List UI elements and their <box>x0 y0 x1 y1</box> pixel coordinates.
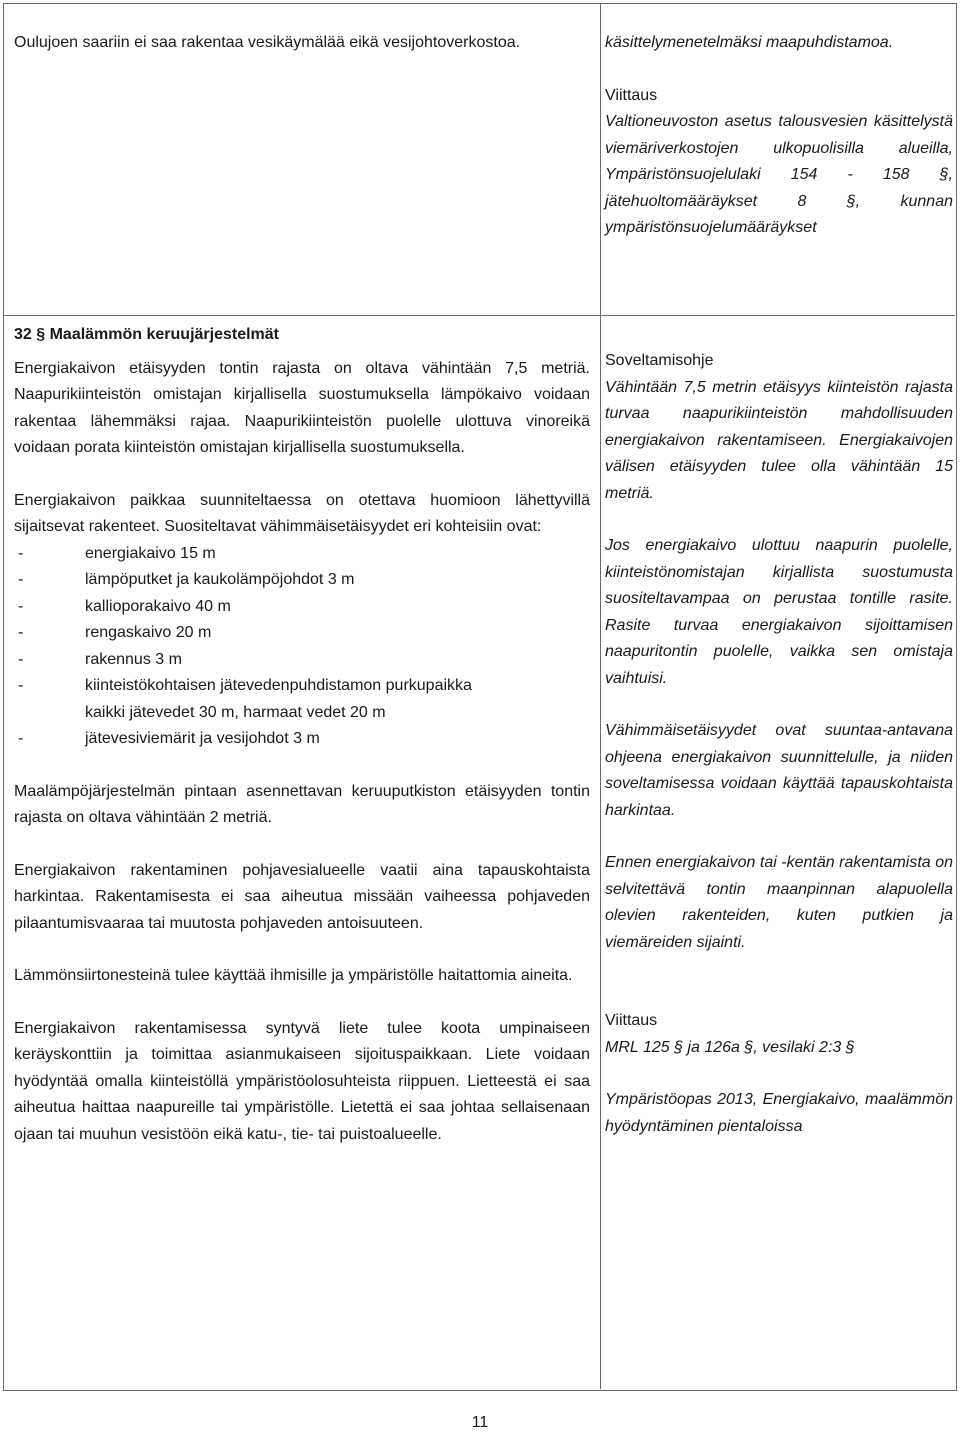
paragraph-5: Lämmönsiirtonesteinä tulee käyttää ihmisille ja ympäristölle haitattomia aineita. <box>14 967 573 984</box>
column-divider <box>600 4 601 1389</box>
section-32-guidance <box>605 348 953 1140</box>
guidance-label: Soveltamisohje <box>605 352 714 369</box>
guidance-paragraph-4: Ennen energiakaivon tai -kentän rakentamista on selvitettävä tontin maanpinnan alapuolella olevien rakenteiden, kuten putkien ja viemäreiden sijainti. <box>605 854 953 951</box>
section-32-body <box>14 322 590 1148</box>
list-item-continuation: kaikki jätevedet 30 m, harmaat vedet 20 m <box>85 703 386 721</box>
distance-list <box>14 541 590 700</box>
list-item: - kallioporakaivo 40 m <box>14 594 590 621</box>
top-right-line: käsittelymenetelmäksi maapuhdistamoa. <box>605 34 894 51</box>
reference-label: Viittaus <box>605 1012 658 1029</box>
page-number: 11 <box>471 1414 489 1431</box>
paragraph-2: Energiakaivon paikkaa suunniteltaessa on otettava huomioon lähettyvillä sijaitsevat rakenteet. Suositeltavat vähimmäisetäisyydet eri kohteisiin ovat: <box>14 491 590 535</box>
paragraph-1: Energiakaivon etäisyyden tontin rajasta on oltava vähintään 7,5 metriä. Naapurikiinteistön omistajan kirjallisella suostumuksella lämpökaivo voidaan rakentaa lähemmäksi rajaa. Naapurikiinteistön puolelle ulottuva vinoreikä voidaan porata kiinteistön omistajan kirjallisella suostumuksella. <box>14 359 590 456</box>
list-item: - rengaskaivo 20 m <box>14 620 590 647</box>
row-divider <box>4 315 955 316</box>
top-left-cell <box>14 30 590 57</box>
paragraph-3: Maalämpöjärjestelmän pintaan asennettavan keruuputkiston etäisyyden tontin rajasta on oltava vähintään 2 metriä. <box>14 782 590 826</box>
list-item: - rakennus 3 m <box>14 647 590 674</box>
guidance-paragraph-2: Jos energiakaivo ulottuu naapurin puolelle, kiinteistönomistajan kirjallista suostumusta suositeltavampaa on perustaa tontille rasite. Rasite turvaa energiakaivon sijoittamisen naapuritontin puolelle, vaikka sen omistaja vaihtuisi. <box>605 537 953 687</box>
list-item: - energiakaivo 15 m <box>14 541 590 568</box>
section-heading: 32 § Maalämmön keruujärjestelmät <box>14 326 280 343</box>
paragraph-4: Energiakaivon rakentaminen pohjavesialueelle vaatii aina tapauskohtaista harkintaa. Rakentamisesta ei saa aiheutua missään vaiheessa pohjaveden pilaantumisvaaraa tai muutosta pohjaveden antoisuuteen. <box>14 861 590 932</box>
list-item: - kiinteistökohtaisen jätevedenpuhdistamon purkupaikka <box>14 673 590 700</box>
guidance-paragraph-1: Vähintään 7,5 metrin etäisyys kiinteistön rajasta turvaa naapurikiinteistön mahdollisuuden energiakaivon rakentamiseen. Energiakaivojen välisen etäisyyden tulee olla vähintään 15 metriä. <box>605 378 953 502</box>
list-item: - jätevesiviemärit ja vesijohdot 3 m <box>14 726 590 753</box>
paragraph-6: Energiakaivon rakentamisessa syntyvä liete tulee koota umpinaiseen keräyskonttiin ja toimittaa asianmukaiseen sijoituspaikkaan. Liete voidaan hyödyntää omalla kiinteistöllä ympäristöolosuhteista riippuen. Lietteestä ei saa aiheutua haittaa naapureille tai ympäristölle. Lietettä ei saa johtaa sellaisenaan ojaan tai muuhun vesistöön eikä katu-, tie- tai puistoalueelle. <box>14 1019 590 1143</box>
top-right-cell <box>605 30 953 242</box>
reference-2: Ympäristöopas 2013, Energiakaivo, maalämmön hyödyntäminen pientaloissa <box>605 1091 953 1135</box>
reference-text: Valtioneuvoston asetus talousvesien käsittelystä viemäriverkostojen ulkopuolisilla alueilla, Ympäristönsuojelulaki 154 - 158 §, jätehuoltomääräykset 8 §, kunnan ympäristönsuojelumääräykset <box>605 113 953 236</box>
reference-1: MRL 125 § ja 126a §, vesilaki 2:3 § <box>605 1038 855 1056</box>
top-left-text: Oulujoen saariin ei saa rakentaa vesikäymälää eikä vesijohtoverkostoa. <box>14 34 521 51</box>
distance-list-tail <box>14 726 590 753</box>
guidance-paragraph-3: Vähimmäisetäisyydet ovat suuntaa-antavana ohjeena energiakaivon suunnittelulle, ja niiden soveltamisessa voidaan käyttää tapauskohtaista harkintaa. <box>605 722 953 819</box>
reference-label: Viittaus <box>605 86 658 104</box>
list-item: - lämpöputket ja kaukolämpöjohdot 3 m <box>14 567 590 594</box>
